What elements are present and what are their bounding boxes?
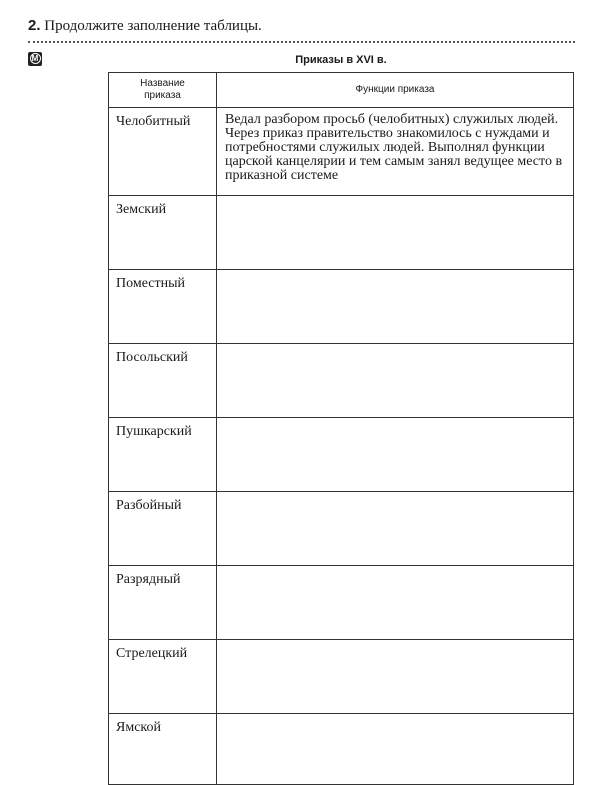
- orders-table: [108, 72, 574, 785]
- order-name: Поместный: [109, 270, 217, 344]
- order-function[interactable]: [217, 270, 574, 344]
- task-heading: [28, 16, 262, 36]
- dotted-divider: [28, 41, 575, 43]
- order-name: Стрелецкий: [109, 640, 217, 714]
- task-text: Продолжите заполнение таблицы.: [44, 18, 262, 34]
- table-row: [109, 492, 574, 566]
- order-function[interactable]: Ведал разбором просьб (челобитных) служилых людей. Через приказ правительство знакомилось с нуждами и потребностями служилых людей. Выполнял функции царской канцелярии и тем самым занял ведущее место в приказной системе: [217, 108, 574, 196]
- order-function[interactable]: [217, 196, 574, 270]
- order-function[interactable]: [217, 714, 574, 785]
- table-row: [109, 714, 574, 785]
- order-function[interactable]: [217, 344, 574, 418]
- table-row: [109, 270, 574, 344]
- order-name: Разбойный: [109, 492, 217, 566]
- order-function[interactable]: [217, 566, 574, 640]
- order-function[interactable]: [217, 492, 574, 566]
- table-row: [109, 344, 574, 418]
- table-row: [109, 108, 574, 196]
- table-row: [109, 566, 574, 640]
- table-row: [109, 196, 574, 270]
- task-number: 2.: [28, 17, 41, 34]
- table-row: [109, 418, 574, 492]
- order-name: Посольский: [109, 344, 217, 418]
- method-badge-icon: M: [28, 52, 42, 66]
- order-name: Земский: [109, 196, 217, 270]
- table-row: [109, 640, 574, 714]
- header-function: Функции приказа: [217, 73, 574, 108]
- table-title: Приказы в XVI в.: [295, 54, 387, 66]
- order-name: Пушкарский: [109, 418, 217, 492]
- order-name: Челобитный: [109, 108, 217, 196]
- order-name: Ямской: [109, 714, 217, 785]
- table-header-row: [109, 73, 574, 108]
- order-function[interactable]: [217, 418, 574, 492]
- order-function[interactable]: [217, 640, 574, 714]
- header-name: Название приказа: [109, 73, 217, 108]
- order-name: Разрядный: [109, 566, 217, 640]
